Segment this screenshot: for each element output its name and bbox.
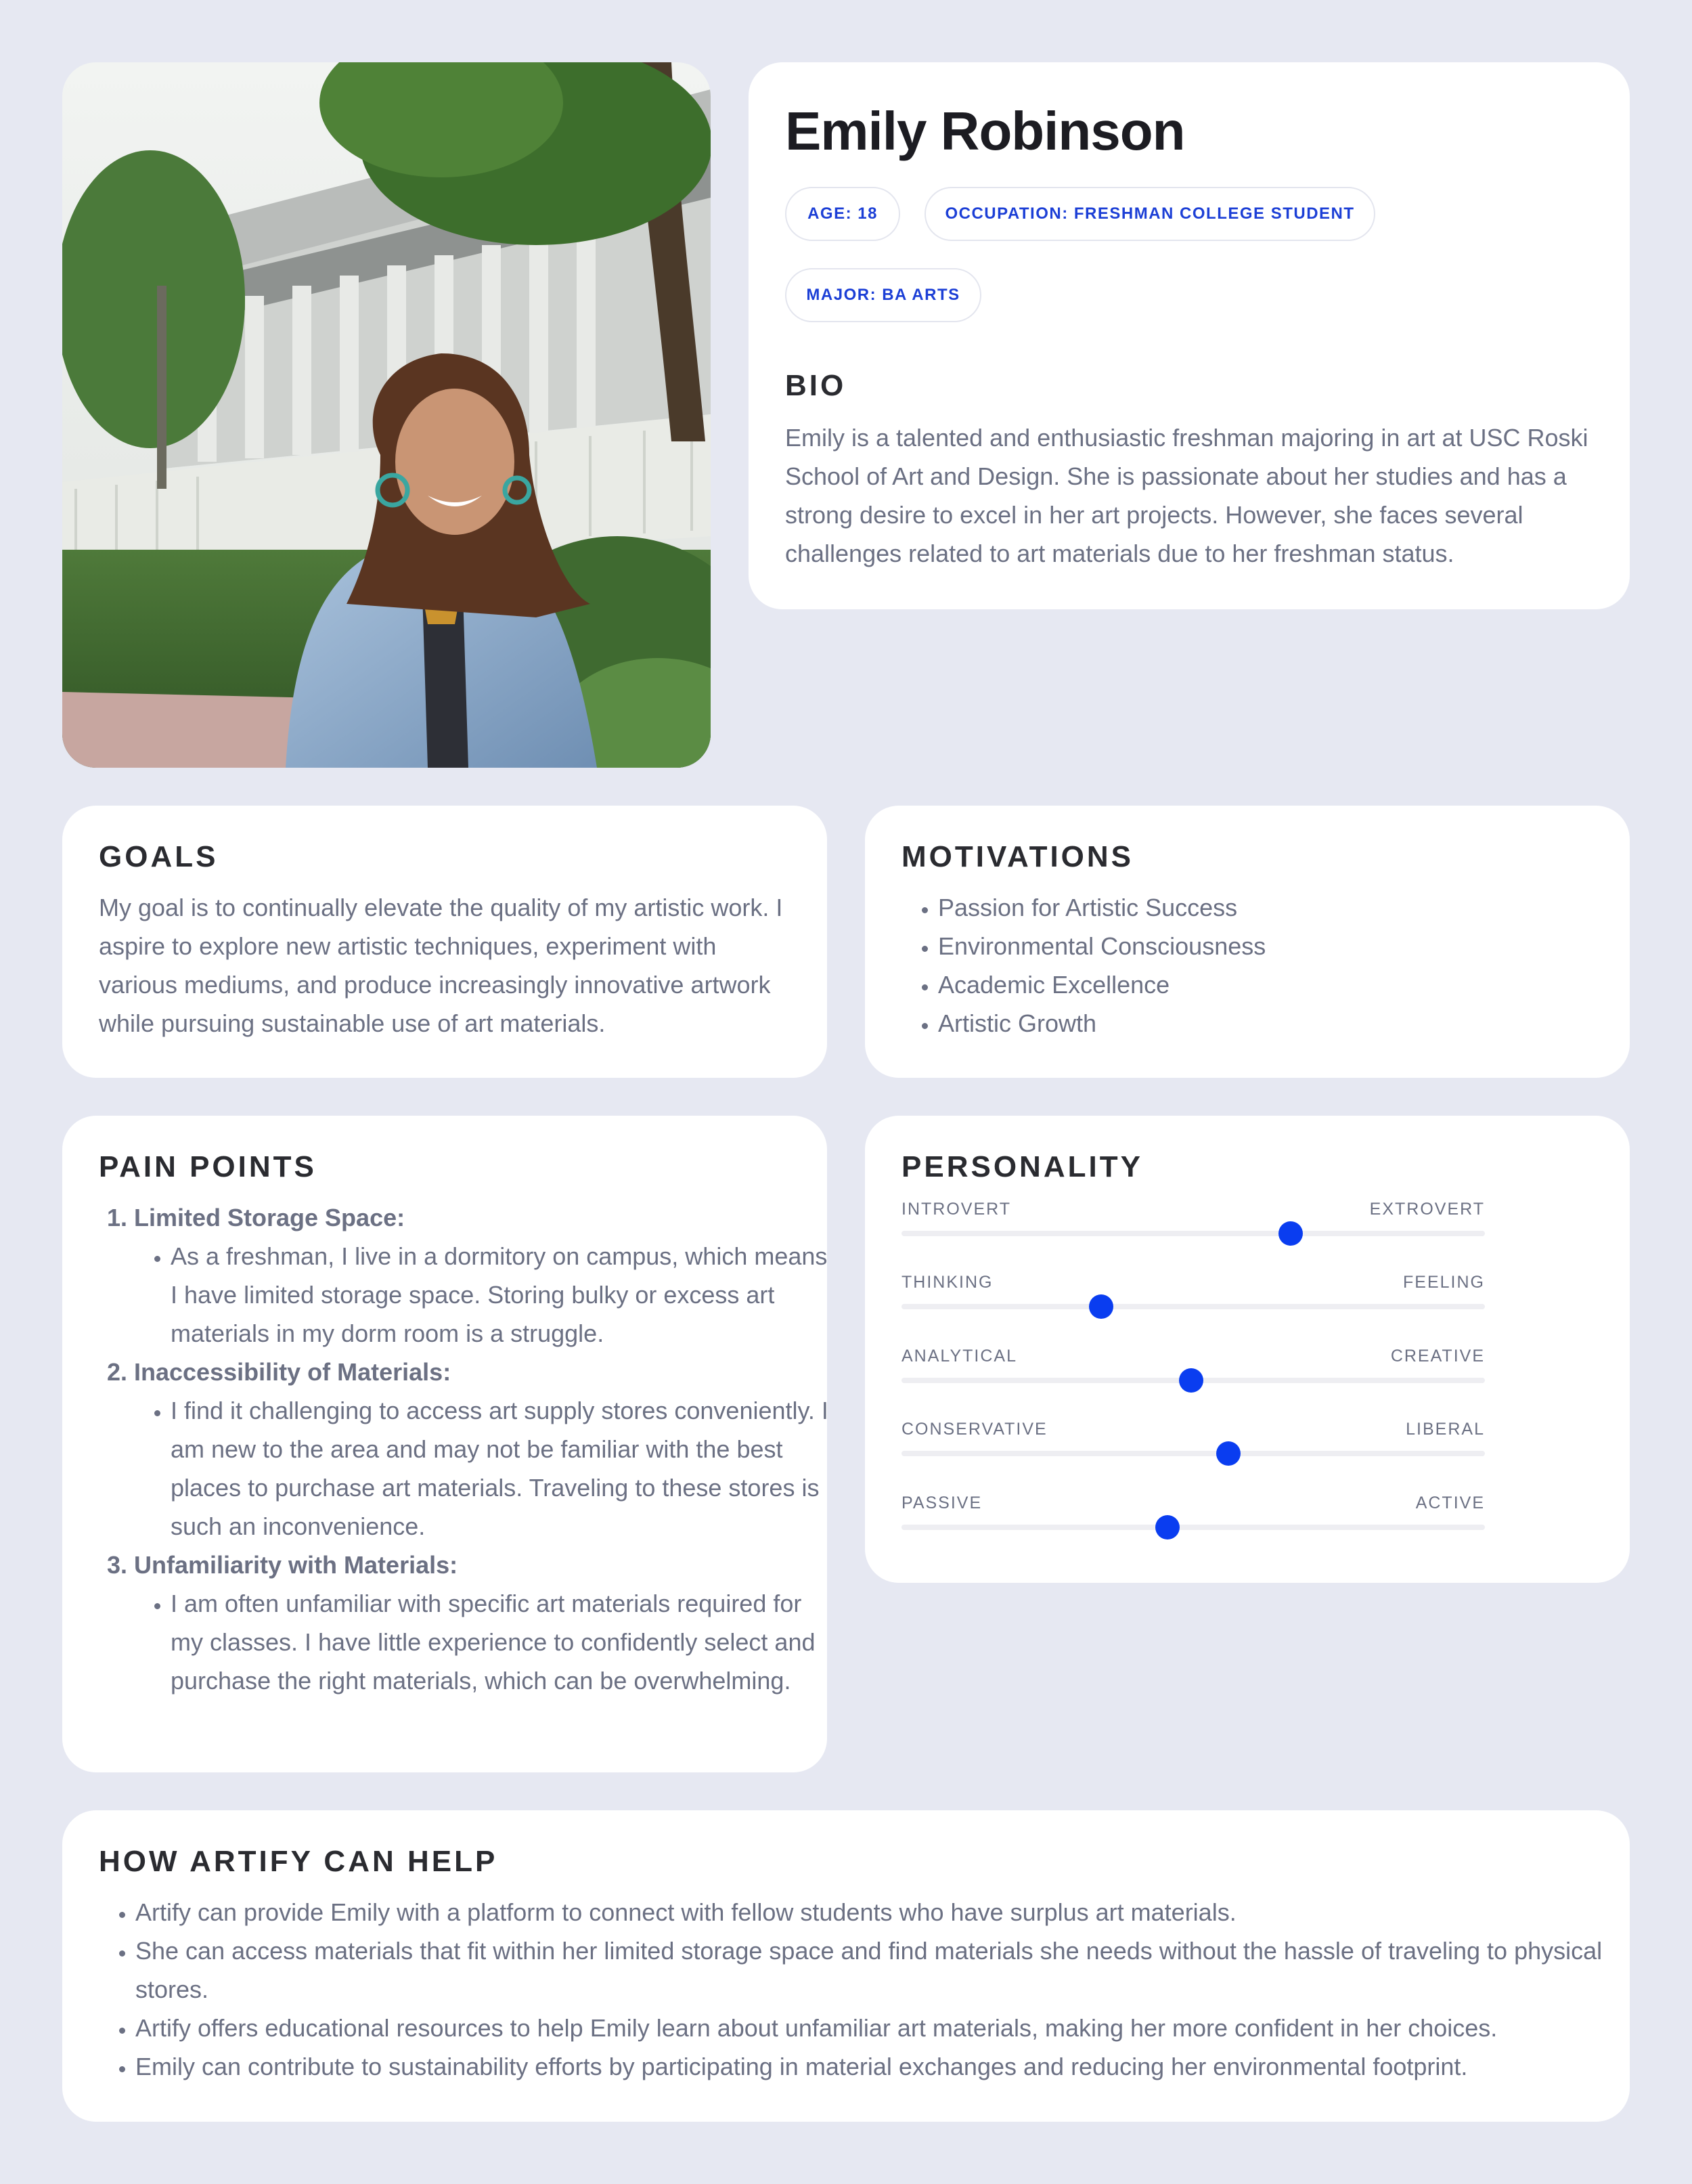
profile-card [749,62,1630,609]
motivations-list [901,888,1615,1043]
trait-track [901,1231,1485,1236]
personality-card [865,1116,1630,1583]
list-item: • Environmental Consciousness [938,927,1615,965]
pain-point-title: Unfamiliarity with Materials: [134,1551,458,1579]
trait-right-label: CREATIVE [1390,1347,1485,1366]
trait-right-label: EXTROVERT [1369,1200,1485,1219]
goals-text: My goal is to continually elevate the quality of my artistic work. I aspire to explore new artistic techniques, experiment with various mediums, and produce increasingly innovative artwork while pursuing sustainable use of art materials. [99,894,783,1037]
trait-track [901,1304,1485,1309]
trait-left-label: THINKING [901,1273,994,1292]
trait-right-label: FEELING [1403,1273,1485,1292]
personality-heading: PERSONALITY [901,1150,1143,1183]
artify-help-card [62,1810,1630,2122]
pain-point-item [134,1198,838,1353]
artify-help-list [99,1893,1645,2086]
age-badge: AGE: 18 [785,187,900,241]
bio-text: Emily is a talented and enthusiastic freshman majoring in art at USC Roski School of Art and Design. She is passionate about her studies and has a strong desire to excel in her art projects. However, she faces several challenges related to art materials due to her freshman status. [785,424,1588,567]
goals-heading: GOALS [99,840,219,873]
list-item: • Artify can provide Emily with a platform to connect with fellow students who have surplus art materials. [135,1893,1645,1931]
trait-right-label: ACTIVE [1415,1493,1485,1512]
motivations-heading: MOTIVATIONS [901,840,1134,873]
major-badge: MAJOR: BA ARTS [785,268,981,322]
trait-knob[interactable] [1089,1294,1113,1319]
trait-left-label: ANALYTICAL [901,1347,1017,1366]
trait-knob[interactable] [1179,1368,1203,1393]
persona-photo-illustration [62,62,711,768]
artify-help-heading: HOW ARTIFY CAN HELP [99,1845,498,1878]
trait-knob[interactable] [1278,1221,1303,1246]
occupation-badge: OCCUPATION: FRESHMAN COLLEGE STUDENT [925,187,1375,241]
pain-point-title: Inaccessibility of Materials: [134,1358,451,1386]
pain-point-detail: • I am often unfamiliar with specific art materials required for my classes. I have little experience to confidently select and purchase the right materials, which can be overwhelming. [171,1584,838,1700]
bio-heading: BIO [785,369,847,402]
list-item: • Artify offers educational resources to help Emily learn about unfamiliar art materials, making her more confident in her choices. [135,2009,1645,2047]
pain-point-item [134,1353,838,1546]
persona-photo [62,62,711,768]
pain-point-detail: • I find it challenging to access art supply stores conveniently. I am new to the area and may not be familiar with the best places to purchase art materials. Traveling to these stores is such an inconvenience. [171,1391,838,1546]
trait-knob[interactable] [1216,1441,1241,1466]
pain-point-detail: • As a freshman, I live in a dormitory on campus, which means I have limited storage space. Storing bulky or excess art materials in my dorm room is a struggle. [171,1237,838,1353]
trait-track [901,1451,1485,1456]
list-item: • She can access materials that fit within her limited storage space and find materials she needs without the hassle of traveling to physical stores. [135,1931,1645,2009]
list-item: • Passion for Artistic Success [938,888,1615,927]
pain-point-item [134,1546,838,1700]
personality-sliders [901,1201,1485,1553]
pain-points-heading: PAIN POINTS [99,1150,317,1183]
motivations-card [865,806,1630,1078]
list-item: • Emily can contribute to sustainability efforts by participating in material exchanges and reducing her environmental footprint. [135,2047,1645,2086]
pain-points-card [62,1116,827,1772]
trait-track [901,1525,1485,1530]
trait-left-label: PASSIVE [901,1493,983,1512]
goals-card [62,806,827,1078]
persona-name: Emily Robinson [785,101,1185,161]
pain-point-title: Limited Storage Space: [134,1204,405,1231]
trait-left-label: INTROVERT [901,1200,1011,1219]
trait-left-label: CONSERVATIVE [901,1420,1048,1439]
trait-knob[interactable] [1155,1515,1180,1539]
pain-points-list [99,1198,838,1700]
list-item: • Academic Excellence [938,965,1615,1004]
list-item: • Artistic Growth [938,1004,1615,1043]
trait-right-label: LIBERAL [1406,1420,1485,1439]
